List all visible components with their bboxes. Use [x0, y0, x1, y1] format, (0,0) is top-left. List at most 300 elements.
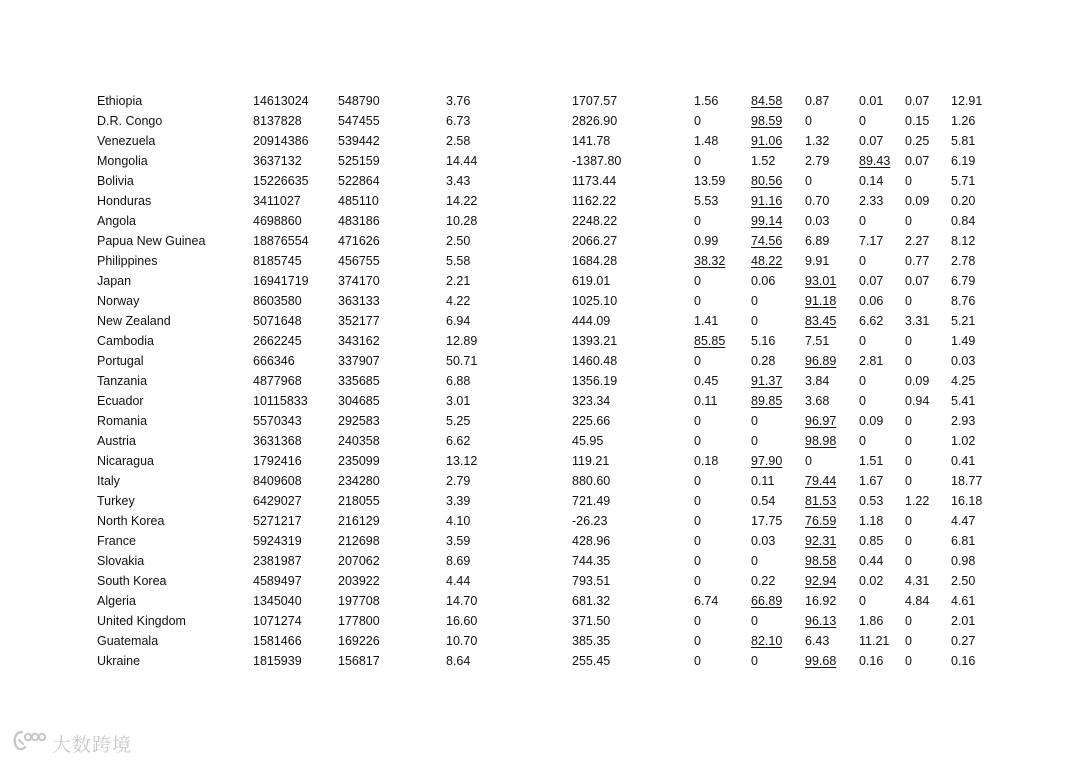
value-cell: 0 — [905, 434, 912, 448]
value-cell: 5.71 — [951, 174, 976, 188]
value-cell: 1.26 — [951, 114, 976, 128]
table-row — [97, 291, 991, 311]
value-cell: 4.31 — [905, 574, 930, 588]
value-cell: 2.50 — [951, 574, 976, 588]
country-cell: Honduras — [97, 194, 152, 208]
value-cell: 81.53 — [805, 494, 837, 508]
table-row — [97, 211, 991, 231]
value-cell: 0.07 — [859, 134, 884, 148]
value-cell: 3631368 — [253, 434, 302, 448]
value-cell: 522864 — [338, 174, 380, 188]
value-cell: 12.91 — [951, 94, 983, 108]
value-cell: 5924319 — [253, 534, 302, 548]
country-cell: Bolivia — [97, 174, 134, 188]
value-cell: 0 — [859, 114, 866, 128]
value-cell: 96.89 — [805, 354, 837, 368]
value-cell: 6.94 — [446, 314, 471, 328]
value-cell: 0.41 — [951, 454, 976, 468]
table-row — [97, 231, 991, 251]
value-cell: 0 — [694, 494, 701, 508]
value-cell: -26.23 — [572, 514, 608, 528]
value-cell: 2.21 — [446, 274, 471, 288]
value-cell: 0 — [694, 534, 701, 548]
value-cell: 0 — [751, 314, 758, 328]
value-cell: 744.35 — [572, 554, 611, 568]
value-cell: 225.66 — [572, 414, 611, 428]
value-cell: 4877968 — [253, 374, 302, 388]
value-cell: 6.79 — [951, 274, 976, 288]
value-cell: 207062 — [338, 554, 380, 568]
table-row — [97, 271, 991, 291]
table-row — [97, 651, 991, 671]
value-cell: 0 — [694, 474, 701, 488]
value-cell: 0 — [905, 614, 912, 628]
table-row — [97, 431, 991, 451]
value-cell: 18.77 — [951, 474, 983, 488]
value-cell: 0 — [905, 214, 912, 228]
value-cell: 3.84 — [805, 374, 830, 388]
value-cell: 4.25 — [951, 374, 976, 388]
value-cell: 0.16 — [951, 654, 976, 668]
value-cell: 0.09 — [905, 194, 930, 208]
table-row — [97, 491, 991, 511]
table-row — [97, 611, 991, 631]
value-cell: 0.94 — [905, 394, 930, 408]
value-cell: 0 — [905, 514, 912, 528]
table-body — [97, 91, 991, 671]
value-cell: 99.14 — [751, 214, 783, 228]
country-cell: Ethiopia — [97, 94, 143, 108]
value-cell: 3.39 — [446, 494, 471, 508]
value-cell: 485110 — [338, 194, 379, 208]
country-cell: Philippines — [97, 254, 158, 268]
value-cell: 234280 — [338, 474, 380, 488]
value-cell: 5.58 — [446, 254, 471, 268]
value-cell: 1393.21 — [572, 334, 618, 348]
table-row — [97, 531, 991, 551]
value-cell: 0 — [694, 354, 701, 368]
country-cell: United Kingdom — [97, 614, 186, 628]
value-cell: 1.48 — [694, 134, 719, 148]
value-cell: 0.54 — [751, 494, 776, 508]
table-row — [97, 91, 991, 111]
country-cell: Mongolia — [97, 154, 148, 168]
table-row — [97, 311, 991, 331]
value-cell: 385.35 — [572, 634, 611, 648]
value-cell: 793.51 — [572, 574, 611, 588]
value-cell: 2.79 — [446, 474, 471, 488]
table-row — [97, 591, 991, 611]
value-cell: 0.06 — [751, 274, 776, 288]
value-cell: 91.16 — [751, 194, 783, 208]
value-cell: 721.49 — [572, 494, 611, 508]
value-cell: 0 — [694, 114, 701, 128]
value-cell: 0.03 — [951, 354, 976, 368]
value-cell: 0 — [694, 434, 701, 448]
value-cell: 0 — [859, 374, 866, 388]
value-cell: 240358 — [338, 434, 380, 448]
value-cell: 79.44 — [805, 474, 837, 488]
country-cell: Ukraine — [97, 654, 141, 668]
country-cell: Angola — [97, 214, 136, 228]
value-cell: 216129 — [338, 514, 380, 528]
country-cell: Italy — [97, 474, 120, 488]
value-cell: 2.78 — [951, 254, 976, 268]
value-cell: 91.18 — [805, 294, 837, 308]
value-cell: 8603580 — [253, 294, 302, 308]
value-cell: 197708 — [338, 594, 380, 608]
value-cell: 141.78 — [572, 134, 611, 148]
value-cell: 10.70 — [446, 634, 478, 648]
value-cell: 92.31 — [805, 534, 837, 548]
table-row — [97, 571, 991, 591]
table-row — [97, 511, 991, 531]
value-cell: 428.96 — [572, 534, 611, 548]
value-cell: 0.99 — [694, 234, 719, 248]
value-cell: 2381987 — [253, 554, 302, 568]
value-cell: 6.62 — [859, 314, 884, 328]
value-cell: 0.03 — [805, 214, 830, 228]
value-cell: 5271217 — [253, 514, 302, 528]
value-cell: 0 — [694, 154, 701, 168]
value-cell: 4.22 — [446, 294, 471, 308]
value-cell: 212698 — [338, 534, 380, 548]
value-cell: 16.60 — [446, 614, 478, 628]
value-cell: 8185745 — [253, 254, 302, 268]
value-cell: 0.06 — [859, 294, 884, 308]
value-cell: 8.12 — [951, 234, 976, 248]
value-cell: 539442 — [338, 134, 380, 148]
table-row — [97, 171, 991, 191]
value-cell: 5.81 — [951, 134, 976, 148]
value-cell: 14613024 — [253, 94, 309, 108]
value-cell: 374170 — [338, 274, 380, 288]
value-cell: 0 — [905, 334, 912, 348]
value-cell: 2.79 — [805, 154, 830, 168]
value-cell: 91.37 — [751, 374, 783, 388]
value-cell: 76.59 — [805, 514, 837, 528]
value-cell: 74.56 — [751, 234, 783, 248]
value-cell: 6.73 — [446, 114, 471, 128]
value-cell: 4698860 — [253, 214, 302, 228]
value-cell: 4.84 — [905, 594, 930, 608]
value-cell: 9.91 — [805, 254, 830, 268]
value-cell: 0 — [694, 514, 701, 528]
value-cell: 6.19 — [951, 154, 976, 168]
country-cell: Norway — [97, 294, 140, 308]
value-cell: 50.71 — [446, 354, 478, 368]
value-cell: 6.74 — [694, 594, 719, 608]
value-cell: 169226 — [338, 634, 380, 648]
value-cell: 0.07 — [905, 94, 930, 108]
value-cell: 3.31 — [905, 314, 930, 328]
value-cell: 0.27 — [951, 634, 976, 648]
value-cell: 1162.22 — [572, 194, 617, 208]
value-cell: 0.84 — [951, 214, 976, 228]
value-cell: 66.89 — [751, 594, 783, 608]
value-cell: -1387.80 — [572, 154, 622, 168]
country-cell: Austria — [97, 434, 136, 448]
value-cell: 38.32 — [694, 254, 726, 268]
table-row — [97, 371, 991, 391]
table-row — [97, 131, 991, 151]
value-cell: 0.98 — [951, 554, 976, 568]
value-cell: 2.58 — [446, 134, 471, 148]
value-cell: 5.16 — [751, 334, 776, 348]
value-cell: 666346 — [253, 354, 295, 368]
value-cell: 4589497 — [253, 574, 302, 588]
value-cell: 323.34 — [572, 394, 611, 408]
country-cell: Tanzania — [97, 374, 148, 388]
table-row — [97, 111, 991, 131]
value-cell: 82.10 — [751, 634, 783, 648]
value-cell: 0 — [751, 294, 758, 308]
value-cell: 0.18 — [694, 454, 719, 468]
value-cell: 2.01 — [951, 614, 976, 628]
value-cell: 6.89 — [805, 234, 830, 248]
value-cell: 7.17 — [859, 234, 884, 248]
value-cell: 14.44 — [446, 154, 478, 168]
value-cell: 1684.28 — [572, 254, 618, 268]
value-cell: 0 — [694, 574, 701, 588]
table-row — [97, 451, 991, 471]
value-cell: 4.10 — [446, 514, 471, 528]
value-cell: 0 — [905, 654, 912, 668]
value-cell: 0 — [905, 414, 912, 428]
value-cell: 96.13 — [805, 614, 837, 628]
value-cell: 371.50 — [572, 614, 611, 628]
value-cell: 5071648 — [253, 314, 302, 328]
value-cell: 1815939 — [253, 654, 302, 668]
value-cell: 0 — [905, 454, 912, 468]
value-cell: 18876554 — [253, 234, 309, 248]
value-cell: 0 — [694, 614, 701, 628]
value-cell: 156817 — [338, 654, 380, 668]
value-cell: 0 — [905, 174, 912, 188]
value-cell: 96.97 — [805, 414, 837, 428]
value-cell: 0.01 — [859, 94, 884, 108]
value-cell: 0 — [694, 294, 701, 308]
value-cell: 12.89 — [446, 334, 478, 348]
table-row — [97, 191, 991, 211]
value-cell: 16.92 — [805, 594, 837, 608]
table-row — [97, 631, 991, 651]
value-cell: 0.45 — [694, 374, 719, 388]
value-cell: 547455 — [338, 114, 380, 128]
value-cell: 1356.19 — [572, 374, 618, 388]
value-cell: 619.01 — [572, 274, 611, 288]
value-cell: 0 — [905, 554, 912, 568]
country-cell: Slovakia — [97, 554, 145, 568]
value-cell: 292583 — [338, 414, 380, 428]
value-cell: 2066.27 — [572, 234, 618, 248]
value-cell: 0.03 — [751, 534, 776, 548]
value-cell: 2.50 — [446, 234, 471, 248]
value-cell: 0 — [694, 274, 701, 288]
value-cell: 119.21 — [572, 454, 610, 468]
value-cell: 6.62 — [446, 434, 471, 448]
value-cell: 80.56 — [751, 174, 783, 188]
value-cell: 89.43 — [859, 154, 891, 168]
table-row — [97, 351, 991, 371]
value-cell: 0.07 — [859, 274, 884, 288]
value-cell: 0.11 — [694, 394, 718, 408]
value-cell: 0 — [751, 554, 758, 568]
value-cell: 335685 — [338, 374, 380, 388]
country-cell: Nicaragua — [97, 454, 154, 468]
value-cell: 20914386 — [253, 134, 309, 148]
country-cell: North Korea — [97, 514, 165, 528]
value-cell: 1581466 — [253, 634, 302, 648]
value-cell: 6.43 — [805, 634, 830, 648]
data-table — [97, 91, 991, 671]
value-cell: 0 — [751, 434, 758, 448]
value-cell: 1.18 — [859, 514, 884, 528]
value-cell: 0 — [751, 414, 758, 428]
table-row — [97, 331, 991, 351]
value-cell: 0 — [905, 474, 912, 488]
value-cell: 2826.90 — [572, 114, 618, 128]
value-cell: 0.11 — [751, 474, 775, 488]
value-cell: 17.75 — [751, 514, 783, 528]
value-cell: 1.32 — [805, 134, 830, 148]
country-cell: Ecuador — [97, 394, 144, 408]
table-row — [97, 151, 991, 171]
value-cell: 2.27 — [905, 234, 930, 248]
value-cell: 0 — [859, 594, 866, 608]
value-cell: 10115833 — [253, 394, 308, 408]
value-cell: 0 — [694, 634, 701, 648]
value-cell: 0.07 — [905, 274, 930, 288]
value-cell: 97.90 — [751, 454, 783, 468]
value-cell: 0.77 — [905, 254, 930, 268]
table-row — [97, 251, 991, 271]
country-cell: Turkey — [97, 494, 135, 508]
value-cell: 456755 — [338, 254, 380, 268]
value-cell: 1.41 — [694, 314, 719, 328]
value-cell: 98.98 — [805, 434, 837, 448]
value-cell: 1173.44 — [572, 174, 617, 188]
value-cell: 48.22 — [751, 254, 783, 268]
value-cell: 0 — [905, 634, 912, 648]
watermark-text: 大数跨境 — [52, 733, 133, 756]
value-cell: 8.69 — [446, 554, 471, 568]
value-cell: 16941719 — [253, 274, 309, 288]
country-cell: Portugal — [97, 354, 144, 368]
value-cell: 14.22 — [446, 194, 478, 208]
value-cell: 2.93 — [951, 414, 976, 428]
value-cell: 0 — [859, 434, 866, 448]
country-cell: Papua New Guinea — [97, 234, 206, 248]
value-cell: 99.68 — [805, 654, 837, 668]
value-cell: 83.45 — [805, 314, 837, 328]
value-cell: 2662245 — [253, 334, 302, 348]
value-cell: 14.70 — [446, 594, 478, 608]
value-cell: 1.52 — [751, 154, 776, 168]
value-cell: 6.88 — [446, 374, 471, 388]
value-cell: 0 — [859, 214, 866, 228]
value-cell: 343162 — [338, 334, 380, 348]
country-cell: New Zealand — [97, 314, 171, 328]
value-cell: 0.53 — [859, 494, 884, 508]
value-cell: 483186 — [338, 214, 380, 228]
value-cell: 3.76 — [446, 94, 471, 108]
value-cell: 0.44 — [859, 554, 884, 568]
value-cell: 0.25 — [905, 134, 930, 148]
brand-logo-icon — [10, 728, 48, 759]
value-cell: 0 — [859, 254, 866, 268]
value-cell: 3637132 — [253, 154, 302, 168]
value-cell: 0 — [694, 554, 701, 568]
value-cell: 0 — [694, 654, 701, 668]
value-cell: 0 — [751, 654, 758, 668]
value-cell: 548790 — [338, 94, 380, 108]
value-cell: 3.59 — [446, 534, 471, 548]
country-cell: France — [97, 534, 136, 548]
value-cell: 3.43 — [446, 174, 471, 188]
value-cell: 2248.22 — [572, 214, 618, 228]
value-cell: 1025.10 — [572, 294, 618, 308]
value-cell: 1.86 — [859, 614, 884, 628]
value-cell: 4.61 — [951, 594, 976, 608]
value-cell: 0 — [859, 334, 866, 348]
value-cell: 1707.57 — [572, 94, 618, 108]
value-cell: 880.60 — [572, 474, 611, 488]
value-cell: 13.59 — [694, 174, 726, 188]
value-cell: 0 — [694, 214, 701, 228]
value-cell: 98.59 — [751, 114, 783, 128]
value-cell: 8.76 — [951, 294, 976, 308]
value-cell: 1071274 — [253, 614, 302, 628]
value-cell: 4.47 — [951, 514, 976, 528]
value-cell: 444.09 — [572, 314, 611, 328]
table-row — [97, 471, 991, 491]
country-cell: Venezuela — [97, 134, 156, 148]
value-cell: 0.87 — [805, 94, 830, 108]
value-cell: 352177 — [338, 314, 380, 328]
value-cell: 1.49 — [951, 334, 976, 348]
value-cell: 203922 — [338, 574, 380, 588]
value-cell: 0 — [694, 414, 701, 428]
value-cell: 0.15 — [905, 114, 930, 128]
value-cell: 1.22 — [905, 494, 930, 508]
value-cell: 13.12 — [446, 454, 478, 468]
value-cell: 363133 — [338, 294, 380, 308]
value-cell: 235099 — [338, 454, 380, 468]
value-cell: 5.25 — [446, 414, 471, 428]
value-cell: 3411027 — [253, 194, 301, 208]
value-cell: 0 — [905, 534, 912, 548]
value-cell: 93.01 — [805, 274, 837, 288]
value-cell: 15226635 — [253, 174, 309, 188]
watermark — [10, 728, 132, 758]
value-cell: 0.02 — [859, 574, 884, 588]
value-cell: 0 — [805, 454, 812, 468]
value-cell: 6429027 — [253, 494, 302, 508]
value-cell: 1.67 — [859, 474, 884, 488]
value-cell: 5.53 — [694, 194, 719, 208]
value-cell: 1.02 — [951, 434, 976, 448]
value-cell: 45.95 — [572, 434, 604, 448]
table-row — [97, 391, 991, 411]
value-cell: 0 — [805, 174, 812, 188]
value-cell: 3.01 — [446, 394, 471, 408]
country-cell: South Korea — [97, 574, 167, 588]
value-cell: 0.09 — [905, 374, 930, 388]
value-cell: 0 — [859, 394, 866, 408]
value-cell: 304685 — [338, 394, 380, 408]
value-cell: 5.41 — [951, 394, 976, 408]
